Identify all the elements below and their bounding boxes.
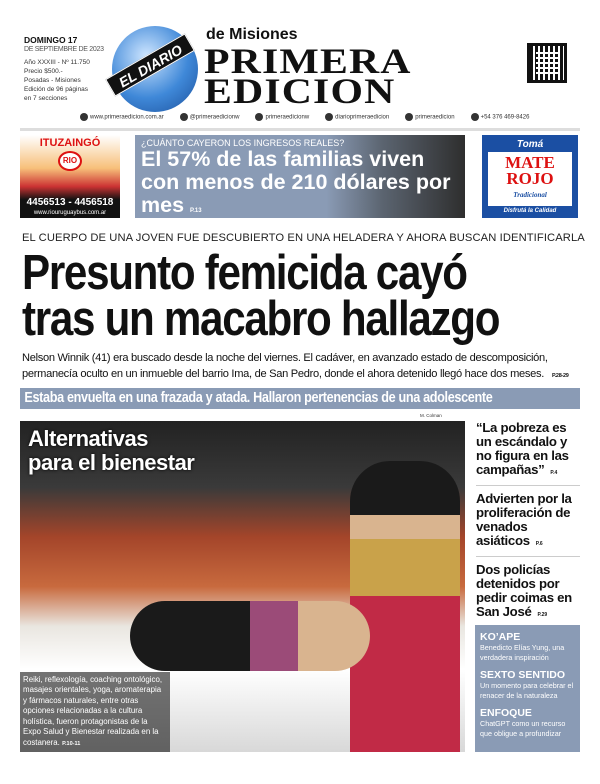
instagram-link[interactable]: diarioprimeraedicion — [325, 113, 389, 121]
photo-figure — [130, 601, 370, 671]
instagram-icon — [325, 113, 333, 121]
rio-logo-icon: RIO — [58, 151, 82, 171]
side-story[interactable]: Advierten por la proliferación de venados asiáticos P.6 — [476, 492, 580, 557]
logo-band: EL DIARIO — [105, 33, 195, 96]
whatsapp-link[interactable]: +54 376 469-8426 — [471, 113, 530, 121]
sections-box — [475, 625, 580, 752]
photo-credit: M. Colman — [420, 413, 442, 418]
side-stories — [476, 421, 580, 621]
photo-title: Alternativas para el bienestar — [28, 426, 195, 475]
date: DE SEPTIEMBRE DE 2023 — [24, 46, 104, 53]
facebook-link[interactable]: primeraedicionw — [255, 113, 309, 121]
masthead-title: PRIMERA EDICION — [204, 41, 412, 111]
main-deck: Nelson Winnik (41) era buscado desde la noche del viernes. El cadáver, en avanzado estado de descomposición, permanecía oculto en un inmueble del barrio Ima, de San Pedro, donde el ahora detenido llegó hace dos meses. P.28-29 — [22, 352, 569, 380]
price: Precio $500.- — [24, 68, 63, 75]
date-day: DOMINGO 17 — [24, 35, 78, 45]
promo-ingresos[interactable]: ¿CUÁNTO CAYERON LOS INGRESOS REALES? El 57% de las familias viven con menos de 210 dólares por mes P.13 — [135, 135, 465, 218]
divider — [20, 128, 580, 131]
facebook-icon — [255, 113, 263, 121]
web-icon — [80, 113, 88, 121]
main-kicker: EL CUERPO DE UNA JOVEN FUE DESCUBIERTO EN UNA HELADERA Y AHORA BUSCAN IDENTIFICARLA — [22, 232, 585, 244]
whatsapp-icon — [471, 113, 479, 121]
youtube-link[interactable]: primeraedicion — [405, 113, 454, 121]
main-headline[interactable]: Presunto femicida cayó tras un macabro hallazgo — [22, 246, 500, 346]
side-story[interactable]: Dos policías detenidos por pedir coimas en San José P.29 — [476, 562, 572, 619]
issue: Año XXXIII - Nº 11.750 — [24, 59, 90, 66]
section-sexto-sentido[interactable]: SEXTO SENTIDO Un momento para celebrar el renacer de la naturaleza — [480, 669, 574, 700]
twitter-link[interactable]: @primeraedicionw — [180, 113, 240, 121]
photo-caption: Reiki, reflexología, coaching ontológico, masajes orientales, yoga, aromaterapia y fármacos naturales, entre otras opciones relacionadas a la cultura holística, fueron protagonistas de la Expo Salud y Bienestar realizada en la costanera. P.10-11 — [20, 672, 170, 753]
ad-rio-uruguay[interactable]: ITUZAINGÓ RIO 4456513 - 4456518 www.riouruguaybus.com.ar — [20, 135, 120, 218]
feature-photo[interactable] — [20, 421, 465, 752]
twitter-icon — [180, 113, 188, 121]
section-koape[interactable]: KO’APE Benedicto Elías Yung, una verdadera inspiración — [480, 631, 565, 662]
edition: Edición de 96 páginas — [24, 86, 88, 93]
edition-info — [24, 36, 108, 103]
qr-code-icon[interactable] — [527, 43, 567, 83]
ad-mate-rojo[interactable]: Tomá MATE ROJO Tradicional Disfrutá la Calidad — [482, 135, 578, 218]
youtube-icon — [405, 113, 413, 121]
place: Posadas - Misiones — [24, 77, 81, 84]
section-enfoque[interactable]: ENFOQUE ChatGPT como un recurso que obligue a profundizar — [480, 707, 566, 738]
side-story[interactable]: “La pobreza es un escándalo y no figura en las campañas” P.4 — [476, 421, 580, 486]
logo-subtitle: de Misiones — [206, 26, 298, 43]
web-link[interactable]: www.primeraedicion.com.ar — [80, 113, 164, 121]
social-links — [80, 113, 529, 121]
sections: en 7 secciones — [24, 95, 68, 102]
main-subhead: Estaba envuelta en una frazada y atada. Hallaron pertenencias de una adolescente — [20, 388, 580, 409]
photo-figure — [350, 461, 460, 752]
